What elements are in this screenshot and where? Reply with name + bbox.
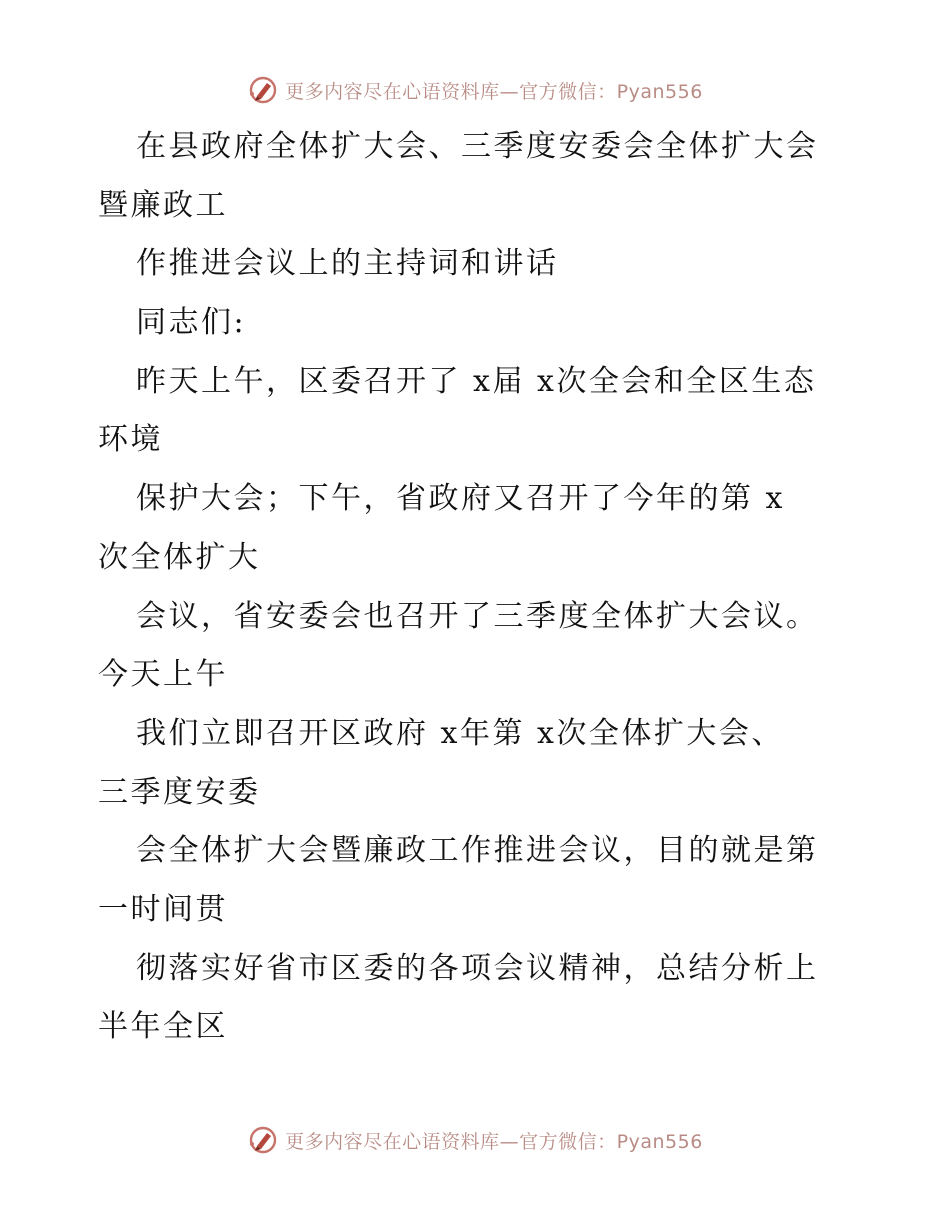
text-line: 在县政府全体扩大会、三季度安委会全体扩大会 — [136, 129, 819, 164]
text-line: 会全体扩大会暨廉政工作推进会议，目的就是第 — [136, 833, 819, 869]
pen-nib-logo-icon — [247, 74, 279, 106]
text-line: 我们立即召开区政府 x年第 x次全体扩大会、 — [136, 715, 784, 751]
text-line: 暨廉政工 — [98, 187, 228, 223]
text-line: 次全体扩大 — [98, 539, 261, 575]
watermark-text: 更多内容尽在心语资料库—官方微信：Pyan556 — [285, 1130, 703, 1153]
footer-watermark — [0, 1120, 950, 1160]
pen-nib-logo-icon — [247, 1124, 279, 1156]
text-line: 同志们: — [136, 305, 247, 341]
text-line: 会议，省安委会也召开了三季度全体扩大会议。 — [136, 598, 819, 634]
text-line: 作推进会议上的主持词和讲话 — [136, 246, 559, 282]
text-line: 一时间贯 — [98, 891, 228, 927]
text-line: 今天上午 — [98, 657, 228, 693]
text-line: 昨天上午，区委召开了 x届 x次全会和全区生态 — [136, 363, 817, 399]
text-line: 三季度安委 — [98, 774, 261, 810]
text-line: 环境 — [98, 422, 163, 458]
text-line: 保护大会；下午，省政府又召开了今年的第 x — [136, 481, 785, 517]
document-body — [98, 118, 858, 1057]
text-line: 彻落实好省市区委的各项会议精神，总结分析上 — [136, 950, 819, 986]
text-line: 半年全区 — [98, 1009, 228, 1045]
header-watermark — [0, 70, 950, 110]
watermark-text: 更多内容尽在心语资料库—官方微信：Pyan556 — [285, 80, 703, 103]
